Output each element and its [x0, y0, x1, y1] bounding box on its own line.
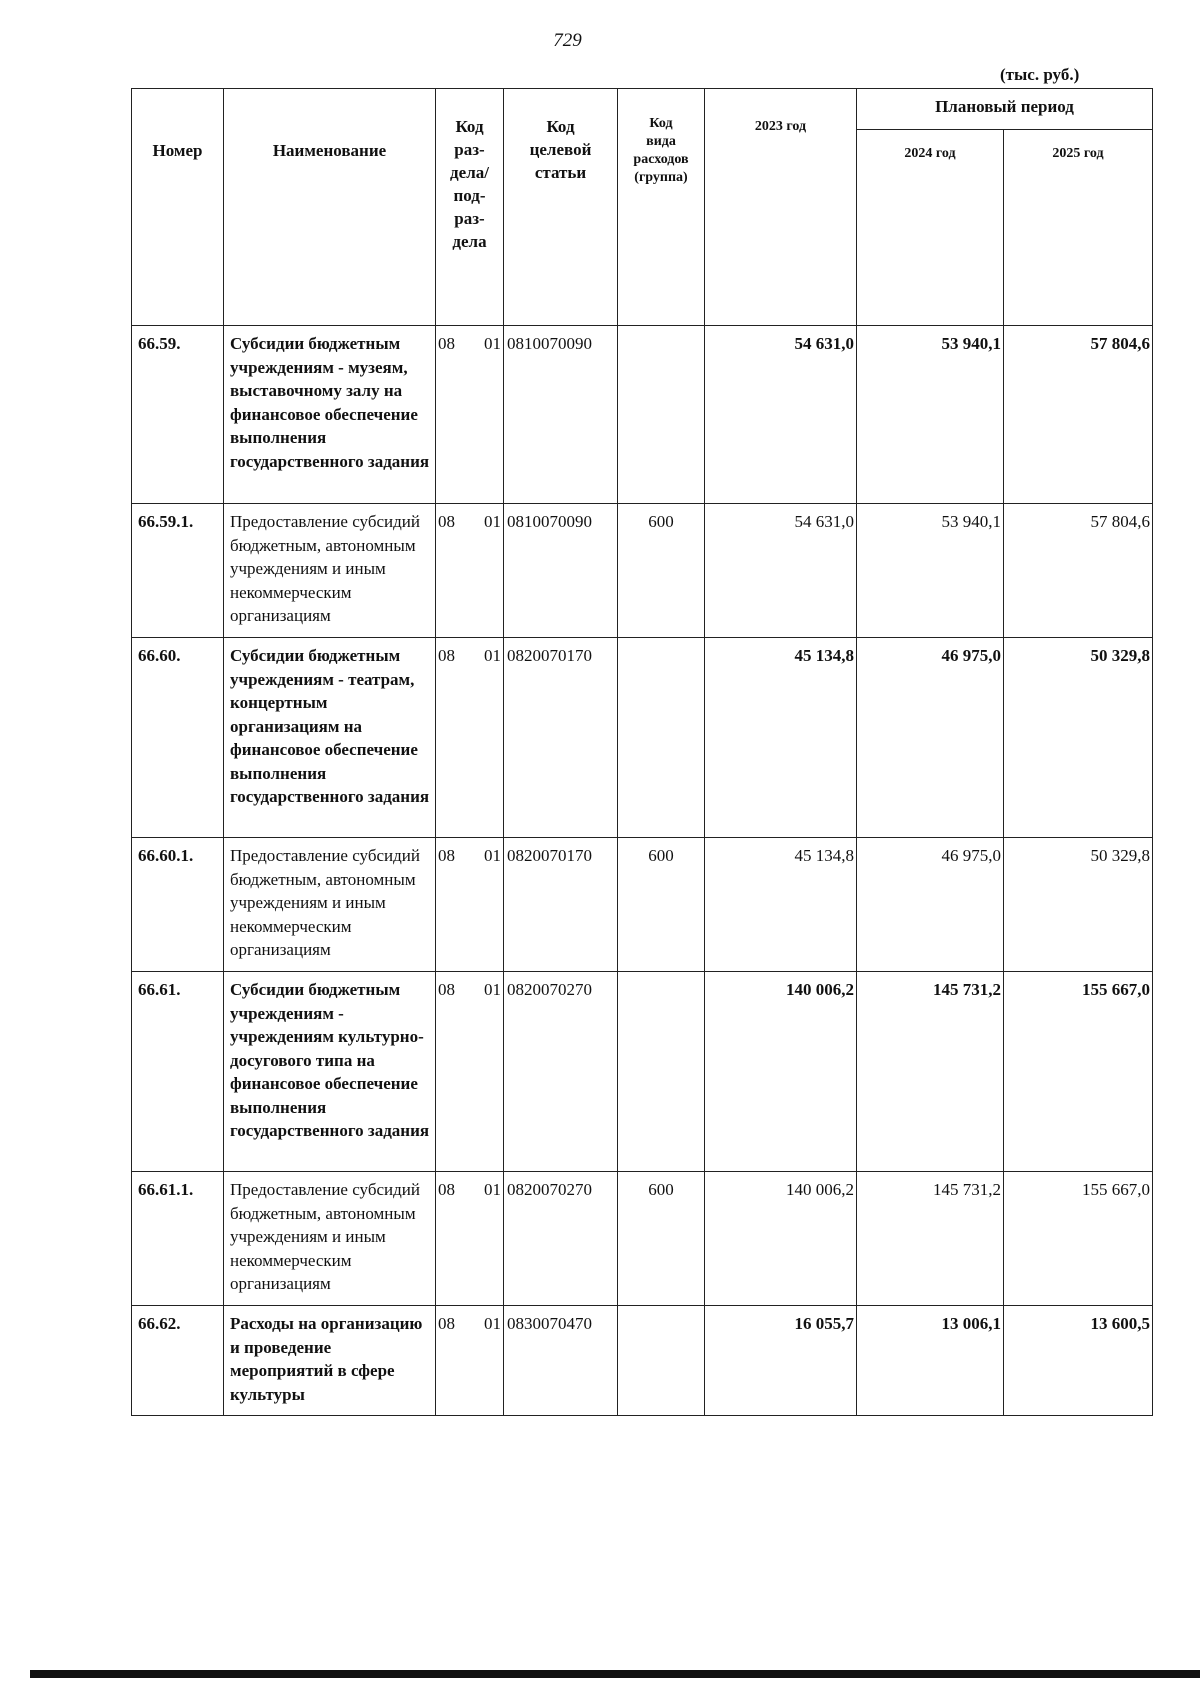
row-number: 66.59.1. — [132, 504, 224, 638]
row-amount-2023: 54 631,0 — [705, 504, 857, 638]
row-amount-2025: 57 804,6 — [1004, 326, 1153, 504]
row-section-code — [436, 972, 504, 1172]
row-amount-2023: 140 006,2 — [705, 1172, 857, 1306]
row-name: Субсидии бюджетным учреждениям - театрам, концертным организациям на финансовое обеспечение выполнения государственного задания — [224, 638, 436, 838]
row-number: 66.61.1. — [132, 1172, 224, 1306]
row-amount-2025: 13 600,5 — [1004, 1306, 1153, 1416]
row-name: Предоставление субсидий бюджетным, автономным учреждениям и иным некоммерческим организациям — [224, 1172, 436, 1306]
row-amount-2024: 53 940,1 — [857, 504, 1004, 638]
row-name: Предоставление субсидий бюджетным, автономным учреждениям и иным некоммерческим организациям — [224, 838, 436, 972]
row-subsection: 01 — [484, 646, 501, 665]
row-name: Субсидии бюджетным учреждениям - музеям, выставочному залу на финансовое обеспечение выполнения государственного задания — [224, 326, 436, 504]
row-amount-2023: 45 134,8 — [705, 838, 857, 972]
row-amount-2024: 53 940,1 — [857, 326, 1004, 504]
row-subsection: 01 — [484, 1180, 501, 1199]
header-expense-code: Код вида расходов (группа) — [618, 89, 705, 326]
row-amount-2025: 57 804,6 — [1004, 504, 1153, 638]
row-section-code — [436, 504, 504, 638]
table-row — [132, 1306, 1153, 1416]
row-expense-group — [618, 1306, 705, 1416]
row-name: Субсидии бюджетным учреждениям - учреждениям культурно-досугового типа на финансовое обеспечение выполнения государственного задания — [224, 972, 436, 1172]
table-row — [132, 326, 1153, 504]
row-section: 08 — [438, 512, 455, 531]
row-expense-group: 600 — [618, 504, 705, 638]
row-section-code — [436, 1306, 504, 1416]
row-expense-group — [618, 972, 705, 1172]
table-row — [132, 1172, 1153, 1306]
header-name: Наименование — [224, 89, 436, 326]
row-section: 08 — [438, 1314, 455, 1333]
row-expense-group: 600 — [618, 838, 705, 972]
row-amount-2023: 54 631,0 — [705, 326, 857, 504]
row-section: 08 — [438, 646, 455, 665]
row-section: 08 — [438, 846, 455, 865]
row-target-code: 0820070170 — [504, 638, 618, 838]
row-amount-2024: 13 006,1 — [857, 1306, 1004, 1416]
row-subsection: 01 — [484, 846, 501, 865]
row-section-code — [436, 326, 504, 504]
budget-table — [131, 88, 1153, 1416]
row-subsection: 01 — [484, 334, 501, 353]
row-amount-2023: 45 134,8 — [705, 638, 857, 838]
row-number: 66.61. — [132, 972, 224, 1172]
row-target-code: 0810070090 — [504, 504, 618, 638]
row-expense-group: 600 — [618, 1172, 705, 1306]
row-amount-2024: 145 731,2 — [857, 1172, 1004, 1306]
row-name: Расходы на организацию и проведение мероприятий в сфере культуры — [224, 1306, 436, 1416]
header-section-code: Код раз- дела/ под- раз- дела — [436, 89, 504, 326]
row-amount-2025: 50 329,8 — [1004, 638, 1153, 838]
row-number: 66.62. — [132, 1306, 224, 1416]
row-section-code — [436, 1172, 504, 1306]
row-subsection: 01 — [484, 980, 501, 999]
units-label: (тыс. руб.) — [1000, 65, 1080, 84]
row-section-code — [436, 838, 504, 972]
row-target-code: 0820070170 — [504, 838, 618, 972]
footer-rule — [30, 1670, 1200, 1678]
row-amount-2024: 145 731,2 — [857, 972, 1004, 1172]
page-number: 729 — [553, 30, 582, 51]
row-section-code — [436, 638, 504, 838]
row-amount-2025: 155 667,0 — [1004, 1172, 1153, 1306]
header-target-code: Код целевой статьи — [504, 89, 618, 326]
header-number: Номер — [132, 89, 224, 326]
row-section: 08 — [438, 334, 455, 353]
header-year-2025: 2025 год — [1004, 130, 1153, 326]
row-amount-2023: 16 055,7 — [705, 1306, 857, 1416]
row-number: 66.60. — [132, 638, 224, 838]
row-amount-2025: 50 329,8 — [1004, 838, 1153, 972]
row-target-code: 0820070270 — [504, 1172, 618, 1306]
table-row — [132, 838, 1153, 972]
header-plan-period: Плановый период — [857, 89, 1153, 130]
header-year-2024: 2024 год — [857, 130, 1004, 326]
table-row — [132, 972, 1153, 1172]
row-amount-2025: 155 667,0 — [1004, 972, 1153, 1172]
row-number: 66.59. — [132, 326, 224, 504]
row-amount-2024: 46 975,0 — [857, 638, 1004, 838]
row-number: 66.60.1. — [132, 838, 224, 972]
row-target-code: 0820070270 — [504, 972, 618, 1172]
row-target-code: 0830070470 — [504, 1306, 618, 1416]
row-subsection: 01 — [484, 1314, 501, 1333]
table-body — [132, 326, 1153, 1416]
table-row — [132, 638, 1153, 838]
row-target-code: 0810070090 — [504, 326, 618, 504]
row-name: Предоставление субсидий бюджетным, автономным учреждениям и иным некоммерческим организациям — [224, 504, 436, 638]
row-subsection: 01 — [484, 512, 501, 531]
row-expense-group — [618, 638, 705, 838]
row-amount-2023: 140 006,2 — [705, 972, 857, 1172]
table-row — [132, 504, 1153, 638]
row-amount-2024: 46 975,0 — [857, 838, 1004, 972]
row-section: 08 — [438, 1180, 455, 1199]
header-year-2023: 2023 год — [705, 89, 857, 326]
row-expense-group — [618, 326, 705, 504]
row-section: 08 — [438, 980, 455, 999]
